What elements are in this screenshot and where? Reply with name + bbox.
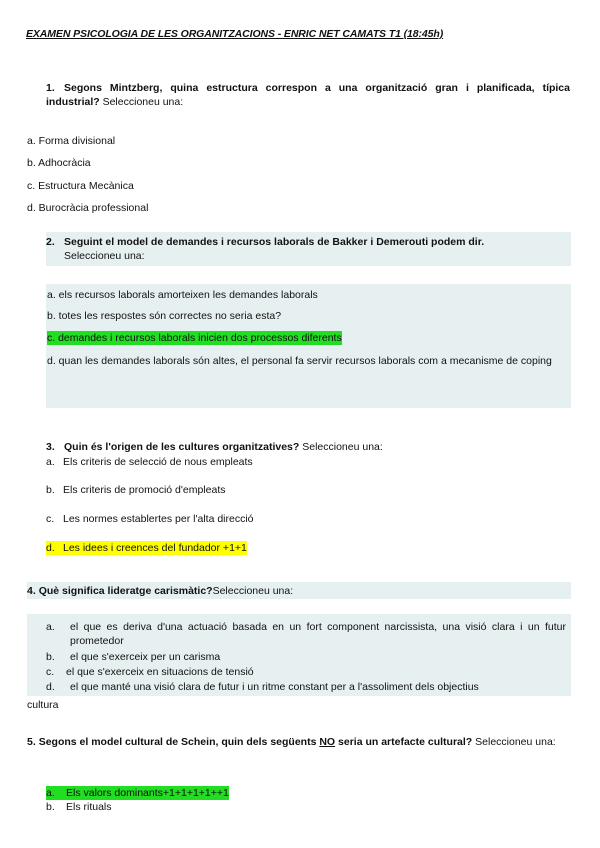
option-text: el que es deriva d'una actuació basada en un fort component narcissista, una visió clara i un futur prometedor [70, 621, 566, 647]
question-5 [27, 735, 571, 749]
q3-option-a[interactable] [46, 455, 253, 469]
q3-option-d[interactable] [46, 541, 247, 555]
question-number: 5. [27, 736, 36, 748]
question-2 [46, 235, 570, 263]
q1-option-b[interactable]: b. Adhocràcia [27, 157, 91, 169]
question-number: 4. [27, 585, 36, 597]
q2-option-b[interactable]: b. totes les respostes són correctes no seria esta? [47, 310, 282, 322]
option-text: Els criteris de selecció de nous empleats [63, 456, 253, 468]
q1-option-c[interactable]: c. Estructura Mecànica [27, 180, 134, 192]
q2-options-shade [46, 284, 571, 408]
q5-option-b[interactable] [46, 800, 112, 814]
question-text-before: Segons el model cultural de Schein, quin dels següents [38, 736, 320, 748]
select-instruction: Seleccioneu una: [102, 96, 184, 108]
q1-option-a[interactable]: a. Forma divisional [27, 135, 116, 147]
option-text: Els criteris de promoció d'empleats [63, 484, 226, 496]
q4-option-a[interactable] [46, 620, 570, 648]
q4-trailing-text: cultura [27, 699, 59, 711]
option-text: Les normes establertes per l'alta direcció [63, 513, 254, 525]
exam-title: EXAMEN PSICOLOGIA DE LES ORGANITZACIONS - ENRIC NET CAMATS T1 (18:45h) [26, 28, 444, 40]
option-letter: a. [46, 456, 55, 468]
q3-option-b[interactable] [46, 483, 225, 497]
select-instruction: Seleccioneu una: [475, 736, 556, 748]
q2-option-c[interactable]: c. demandes i recursos laborals inicien dos processos diferents [47, 332, 342, 344]
q3-option-c[interactable] [46, 512, 254, 526]
option-text: Les idees i creences del fundador +1+1 [63, 542, 247, 554]
question-text [39, 736, 473, 748]
q5-option-a[interactable] [46, 786, 229, 800]
question-4 [27, 584, 293, 598]
question-text: Què significa lideratge carismàtic? [38, 585, 213, 597]
q4-option-d[interactable] [46, 680, 479, 694]
option-text: el que s'exerceix en situacions de tensió [66, 666, 254, 678]
option-letter: d. [46, 681, 55, 693]
select-instruction: Seleccioneu una: [64, 250, 145, 262]
question-text: Seguint el model de demandes i recursos laborals de Bakker i Demerouti podem dir. [64, 236, 485, 248]
q4-option-c[interactable] [46, 665, 254, 679]
question-1 [46, 81, 570, 109]
question-number: 3. [46, 441, 55, 453]
option-letter: a. [46, 621, 55, 633]
option-letter: c. [46, 666, 55, 678]
option-letter: d. [46, 542, 55, 554]
question-number: 1. [46, 82, 55, 94]
question-text: Quin és l'origen de les cultures organitzatives? [64, 441, 300, 453]
question-number: 2. [46, 236, 55, 248]
option-text: el que manté una visió clara de futur i un ritme constant per a l'assoliment dels objectius [70, 681, 479, 693]
option-letter: c. [46, 513, 55, 525]
question-3 [46, 440, 570, 454]
option-text: Els valors dominants+1+1+1+1++1 [66, 787, 229, 799]
option-letter: b. [46, 484, 55, 496]
q2-option-d[interactable]: d. quan les demandes laborals són altes, el personal fa servir recursos laborals com a mecanisme de coping [47, 355, 552, 367]
select-instruction: Seleccioneu una: [302, 441, 383, 453]
option-text: Els rituals [66, 801, 112, 813]
option-letter: b. [46, 801, 55, 813]
q1-option-d[interactable]: d. Burocràcia professional [27, 202, 149, 214]
option-letter: a. [46, 787, 55, 799]
question-text-negation: NO [319, 736, 336, 748]
q4-option-b[interactable] [46, 650, 220, 664]
question-text-after: seria un artefacte cultural? [335, 736, 473, 748]
option-letter: b. [46, 651, 55, 663]
q2-option-a[interactable]: a. els recursos laborals amorteixen les demandes laborals [47, 289, 318, 301]
select-instruction: Seleccioneu una: [212, 585, 294, 597]
question-text: Segons Mintzberg, quina estructura correspon a una organització gran i planificada, típica industrial? [46, 82, 570, 108]
option-text: el que s'exerceix per un carisma [70, 651, 221, 663]
